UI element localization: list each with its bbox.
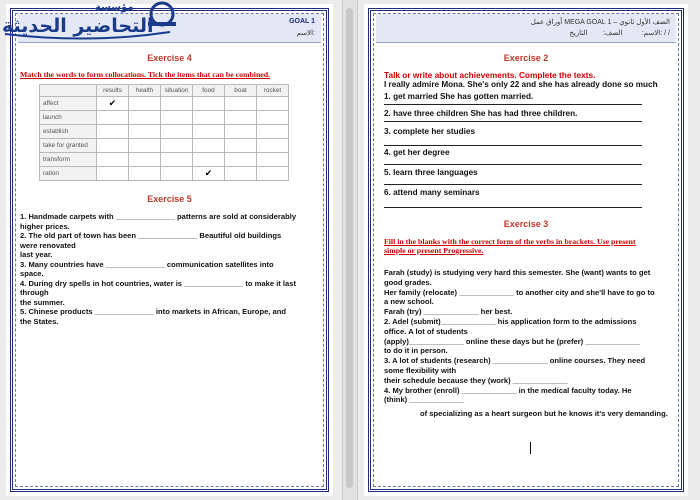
header-title: GOAL 1 — [289, 18, 315, 25]
tick-cell — [257, 167, 289, 181]
header-name-label: الاسم: — [641, 30, 661, 37]
exercise2-item: 2. have three children She has had three children. — [384, 109, 578, 118]
exercise5-title: Exercise 5 — [147, 194, 192, 204]
right-page — [364, 4, 688, 496]
column-header: boat — [225, 85, 257, 97]
tick-cell — [129, 167, 161, 181]
column-header: food — [193, 85, 225, 97]
tick-cell — [97, 167, 129, 181]
collocation-table — [39, 84, 289, 181]
tick-cell — [97, 125, 129, 139]
logo — [0, 0, 190, 40]
text-cursor — [530, 442, 531, 454]
row-word: ration — [40, 167, 97, 181]
tick-cell — [193, 139, 225, 153]
exercise3-line: good grades. — [384, 277, 432, 287]
tick-cell — [161, 125, 193, 139]
exercise2-item: 5. learn three languages — [384, 168, 478, 177]
table-header-row — [40, 85, 289, 97]
document-scrollbar[interactable] — [342, 0, 358, 500]
exercise5-line: higher prices. — [20, 221, 70, 231]
tick-cell — [193, 153, 225, 167]
exercise3-text — [384, 268, 674, 419]
exercise3-line: their schedule because they (work) _____________ — [384, 375, 568, 385]
tick-cell: ✔ — [193, 167, 225, 181]
exercise5-line: 2. The old part of town has been ______________ Beautiful old buildings — [20, 231, 282, 240]
exercise5-line: space. — [20, 269, 44, 278]
tick-cell — [257, 139, 289, 153]
tick-cell — [225, 97, 257, 111]
exercise3-line: some flexibility with — [384, 365, 457, 375]
exercise5-line: the summer. — [20, 297, 65, 307]
exercise3-instruction: Fill in the blanks with the correct form of the verbs in brackets. Use present simple or present Progressive. — [384, 237, 636, 255]
tick-cell — [129, 153, 161, 167]
tick-cell — [161, 111, 193, 125]
logo-subtitle: مؤسسة — [95, 2, 134, 13]
exercise2-item: 6. attend many seminars — [384, 188, 480, 197]
tick-cell — [257, 111, 289, 125]
tick-cell — [161, 97, 193, 111]
tick-cell — [225, 139, 257, 153]
header-title: أوراق عمل MEGA GOAL 1 – الصف الأول ثانوي — [530, 19, 670, 26]
column-header: rocket — [257, 85, 289, 97]
exercise3-line: 4. My brother (enroll) _____________ in the medical faculty today. He — [384, 385, 632, 395]
exercise2-item: 3. complete her studies — [384, 127, 476, 136]
exercise3-line: 3. A lot of students (research) _____________ online courses. They need — [384, 356, 646, 366]
exercise3-line: office. A lot of students — [384, 326, 468, 336]
exercise3-title: Exercise 3 — [503, 219, 549, 229]
exercise5-line: 5. Chinese products ______________ into markets in African, Europe, and — [20, 307, 287, 316]
tick-cell — [257, 125, 289, 139]
column-header: situation — [161, 85, 193, 97]
tick-cell — [161, 153, 193, 167]
header-date-value: / / — [664, 30, 670, 37]
logo-text: التحاضير الحديثة — [2, 15, 154, 37]
row-word: transform — [40, 153, 97, 167]
exercise3-line: to do it in person. — [384, 346, 448, 356]
exercise3-line: Her family (relocate) _____________ to another city and she'll have to go to — [384, 287, 655, 297]
table-row — [40, 111, 289, 125]
exercise2-instruction: Talk or write about achievements. Complete the texts. — [384, 70, 596, 80]
row-word: launch — [40, 111, 97, 125]
exercise5-line: the States. — [20, 316, 59, 326]
left-page — [6, 4, 333, 496]
tick-cell — [161, 139, 193, 153]
exercise3-line: of specializing as a heart surgeon but he knows it's very demanding. — [420, 409, 668, 419]
tick-cell — [129, 125, 161, 139]
exercise2-title: Exercise 2 — [503, 53, 549, 63]
exercise3-line: a new school. — [384, 297, 434, 307]
row-word: take for granted — [40, 139, 97, 153]
tick-cell — [129, 97, 161, 111]
exercise2-intro: I really admire Mona. She's only 22 and she has already done so much — [384, 80, 658, 89]
exercise3-line: Farah (study) is studying very hard this semester. She (want) wants to get — [384, 268, 651, 277]
exercise5-line: through — [20, 288, 49, 297]
tick-cell — [225, 111, 257, 125]
header-fields — [569, 29, 670, 37]
exercise2-item: 1. get married She has gotten married. — [384, 92, 534, 101]
exercise5-line: 1. Handmade carpets with ______________ patterns are sold at considerably — [20, 212, 297, 221]
header-name-label: الاسم: — [296, 30, 315, 37]
scrollbar-thumb[interactable] — [346, 8, 353, 488]
exercise3-line: (apply)_____________ online these days but he (prefer) _____________ — [384, 336, 641, 346]
exercise2-item: 4. get her degree — [384, 148, 450, 157]
tick-cell — [161, 167, 193, 181]
tick-cell — [257, 153, 289, 167]
header-class-label: الصف: — [603, 30, 623, 37]
column-header: health — [129, 85, 161, 97]
tick-cell: ✔ — [97, 97, 129, 111]
tick-cell — [225, 167, 257, 181]
table-row — [40, 139, 289, 153]
page-header — [376, 14, 676, 43]
tick-cell — [193, 125, 225, 139]
table-row — [40, 167, 289, 181]
row-word: establish — [40, 125, 97, 139]
table-row — [40, 153, 289, 167]
exercise5-line: last year. — [20, 250, 53, 259]
header-date-label: التاريخ: — [569, 30, 663, 37]
tick-cell — [97, 139, 129, 153]
exercise5-text — [20, 212, 320, 326]
table-row — [40, 125, 289, 139]
tick-cell — [225, 125, 257, 139]
exercise3-line: Farah (try) _____________ her best. — [384, 307, 513, 317]
tick-cell — [225, 153, 257, 167]
exercise5-line: 4. During dry spells in hot countries, water is ______________ to make it last — [20, 278, 297, 288]
row-word: affect — [40, 97, 97, 111]
exercise3-line: (think) _____________ — [384, 395, 465, 405]
tick-cell — [129, 139, 161, 153]
tick-cell — [257, 97, 289, 111]
tick-cell — [193, 111, 225, 125]
table-row — [40, 97, 289, 111]
tick-cell — [97, 153, 129, 167]
exercise5-line: were renovated — [20, 240, 76, 250]
exercise4-instruction: Match the words to form collocations. Tick the items that can be combined. — [20, 70, 271, 79]
exercise5-line: 3. Many countries have ______________ communication satellites into — [20, 259, 274, 269]
tick-cell — [193, 97, 225, 111]
exercise4-title: Exercise 4 — [147, 53, 192, 63]
exercise3-line: 2. Adel (submit)_____________ his application form to the admissions — [384, 316, 637, 326]
tick-cell — [97, 111, 129, 125]
tick-cell — [129, 111, 161, 125]
column-header: results — [97, 85, 129, 97]
